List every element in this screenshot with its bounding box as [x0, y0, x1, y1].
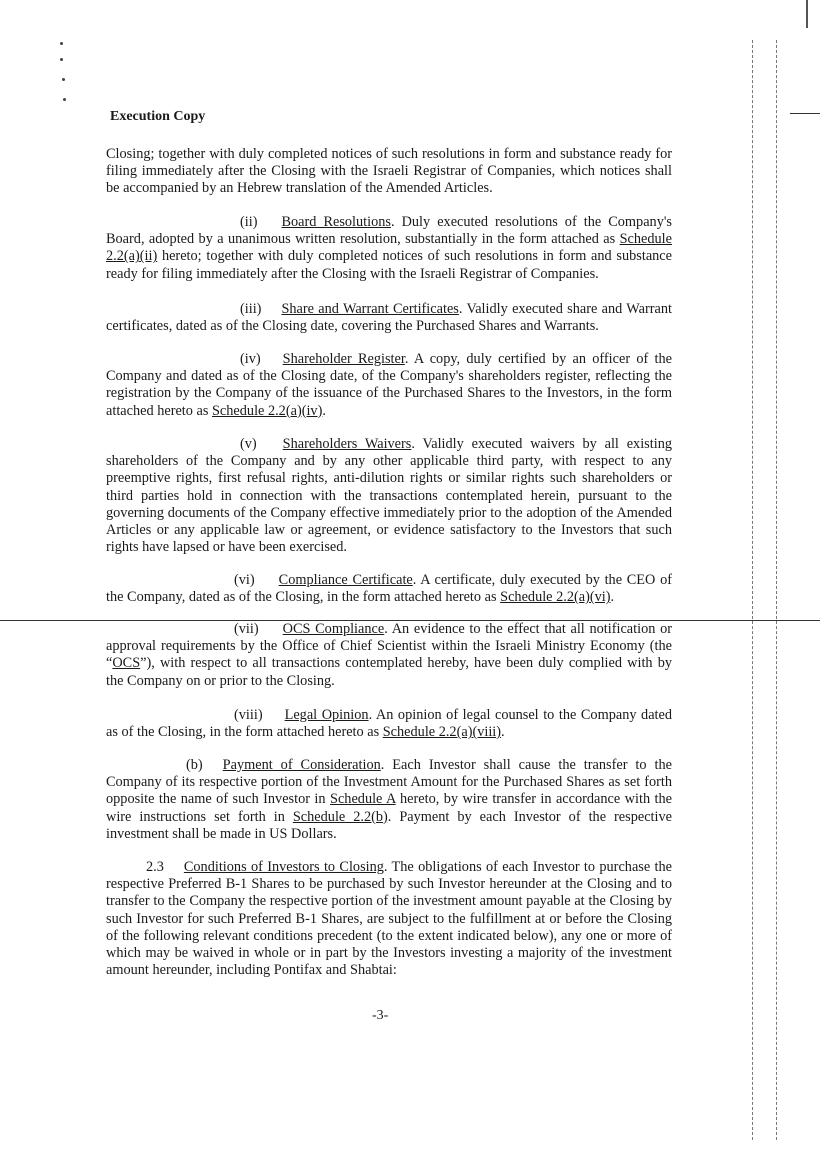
- scan-speck: [62, 78, 65, 81]
- paragraph-board-resolutions: [106, 214, 672, 283]
- schedule-reference: Schedule A: [330, 791, 396, 808]
- scan-speck: [60, 42, 63, 45]
- scan-edge-dashes-2: [776, 40, 777, 1140]
- section-title: Conditions of Investors to Closing: [183, 859, 384, 875]
- paragraph-legal-opinion: [106, 707, 672, 741]
- paragraph-shareholder-register: [106, 351, 672, 420]
- schedule-reference: Schedule 2.2(a)(vi): [500, 589, 611, 606]
- paragraph-ocs-compliance: [106, 621, 672, 690]
- section-title: OCS Compliance: [282, 621, 385, 637]
- item-number: (vi): [234, 572, 255, 588]
- paragraph-shareholders-waivers: [106, 436, 672, 556]
- page-number: -3-: [372, 1008, 389, 1023]
- section-title: Legal Opinion: [284, 707, 369, 723]
- paragraph-text: hereto, by wire transfer in accordance with the wire instructions set forth in: [106, 791, 672, 825]
- section-number: 2.3: [146, 859, 164, 875]
- item-number: (iv): [240, 351, 261, 367]
- paragraph-text: .: [322, 402, 326, 419]
- paragraph-conditions-of-investors: [106, 859, 672, 979]
- paragraph-text: Closing; together with duly completed notices of such resolutions in form and substance ready for filing immediately after the Closing with the Israeli Registrar of Companies, which notices shall be accompanied by an Hebrew translation of the Amended Articles.: [106, 146, 672, 197]
- scan-speck: [60, 58, 63, 61]
- paragraph-text: . A copy, duly certified by an officer of the Company and dated as of the Closing date, of the Company's shareholders register, reflecting the registration by the Company of the issuance of the Purchased Shares to the Investors, in the form attached hereto as: [106, 351, 672, 419]
- item-number: (iii): [240, 301, 262, 317]
- paragraph-payment-of-consideration: [106, 757, 672, 843]
- schedule-reference: Schedule 2.2(b): [292, 808, 388, 825]
- item-number: (vii): [234, 621, 259, 637]
- paragraph-share-warrant-certificates: [106, 301, 672, 335]
- section-title: Payment of Consideration: [222, 757, 381, 773]
- document-header: Execution Copy: [110, 109, 206, 124]
- scan-edge-dashes: [752, 40, 753, 1140]
- section-title: Board Resolutions: [281, 214, 391, 230]
- paragraph-compliance-certificate: [106, 572, 672, 606]
- paragraph-text: . Payment by each Investor of the respective investment shall be made in US Dollars.: [106, 808, 672, 842]
- paragraph-text: . Each Investor shall cause the transfer to the Company of its respective portion of the Investment Amount for the Purchased Shares as set forth opposite the name of such Investor in: [106, 757, 672, 808]
- section-title: Compliance Certificate: [278, 572, 413, 588]
- scan-speck: [63, 98, 66, 101]
- item-number: (viii): [234, 707, 263, 723]
- paragraph-text: ”), with respect to all transactions contemplated hereby, have been duly complied with by the Company on or prior to the Closing.: [106, 655, 672, 689]
- paragraph-text: . Validly executed share and Warrant certificates, dated as of the Closing date, covering the Purchased Shares and Warrants.: [106, 301, 672, 335]
- paragraph-continuation: [106, 146, 672, 198]
- item-number: (b): [186, 757, 203, 773]
- paragraph-text: . An evidence to the effect that all notification or approval requirements by the Office of Chief Scientist within the Israeli Ministry Economy (the “: [106, 621, 672, 672]
- schedule-reference: Schedule 2.2(a)(ii): [106, 231, 672, 265]
- paragraph-text: .: [610, 589, 615, 606]
- paragraph-text: . A certificate, duly executed by the CEO of the Company, dated as of the Closing, in the form attached hereto as: [106, 572, 672, 606]
- paragraph-text: . Duly executed resolutions of the Company's Board, adopted by a unanimous written resolution, substantially in the form attached as: [106, 214, 672, 248]
- paragraph-text: .: [501, 724, 505, 741]
- section-title: Share and Warrant Certificates: [281, 301, 459, 317]
- defined-term-reference: OCS: [112, 655, 141, 672]
- schedule-reference: Schedule 2.2(a)(iv): [211, 402, 323, 419]
- item-number: (ii): [240, 214, 258, 230]
- section-title: Shareholder Register: [282, 351, 405, 367]
- paragraph-text: . The obligations of each Investor to purchase the respective Preferred B-1 Shares to be purchased by such Investor hereunder at the Closing and to transfer to the Company the respective portion of the investment amount payable at the Closing by such Investor for such Preferred B-1 Shares, are subject to the fulfillment at or before the Closing of the following relevant conditions precedent (to the extent indicated below), any one or more of which may be waived in whole or in part by the Investors investing a majority of the investment amount hereunder, including Pontifax and Shabtai:: [106, 859, 672, 979]
- paragraph-text: hereto; together with duly completed notices of such resolutions in form and substance ready for filing immediately after the Closing with the Israeli Registrar of Companies.: [106, 248, 672, 282]
- item-number: (v): [240, 436, 257, 452]
- paragraph-text: . An opinion of legal counsel to the Company dated as of the Closing, in the form attached hereto as: [106, 707, 673, 741]
- scan-rule-line-right: [790, 113, 820, 114]
- paragraph-text: . Validly executed waivers by all existing shareholders of the Company and by any other applicable third party, with respect to any preemptive rights, first refusal rights, anti-dilution rights or similar rights such shareholders or third parties hold in connection with the transactions contemplated herein, pursuant to the governing documents of the Company effective immediately prior to the adoption of the Amended Articles or any applicable law or agreement, or evidence satisfactory to the Investors that such rights have lapsed or have been exercised.: [106, 436, 672, 556]
- schedule-reference: Schedule 2.2(a)(viii): [382, 724, 502, 741]
- section-title: Shareholders Waivers: [282, 436, 412, 452]
- scan-edge-line-right: [806, 0, 808, 28]
